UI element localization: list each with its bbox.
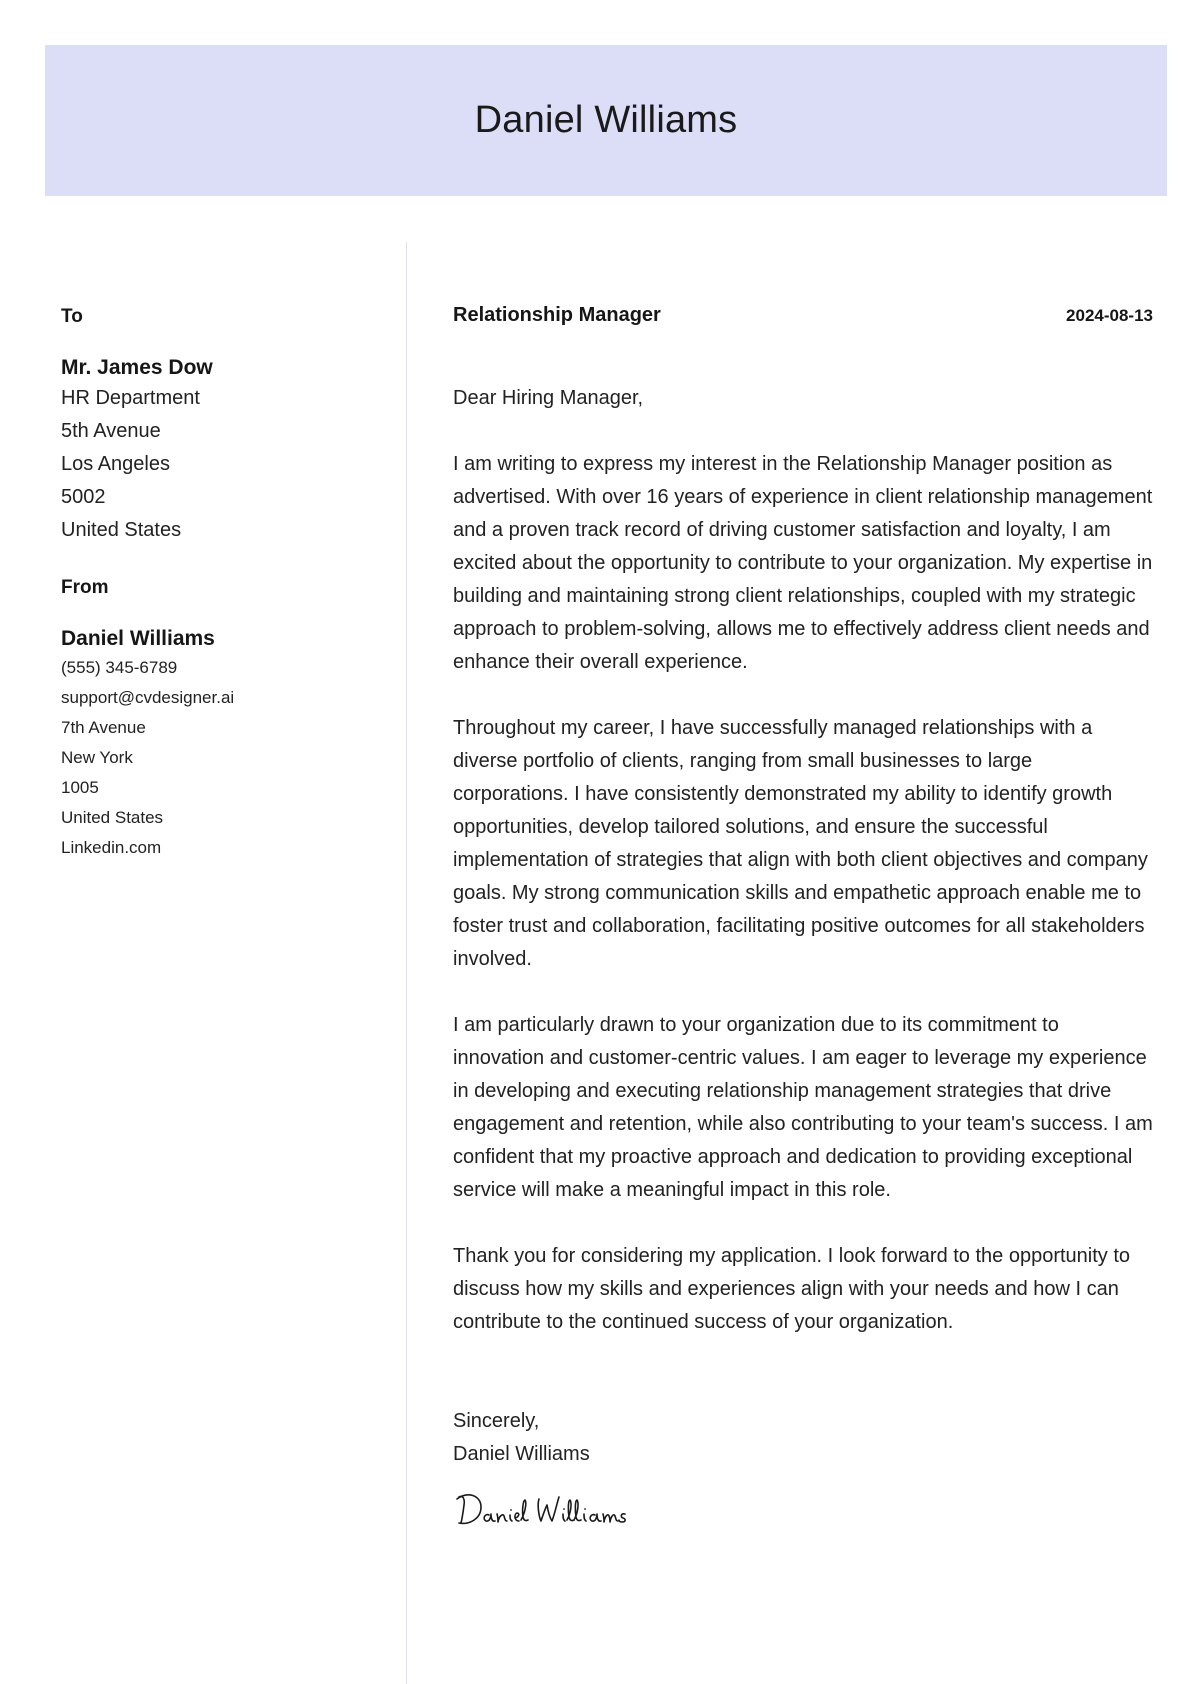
recipient-name: Mr. James Dow [61, 356, 213, 379]
sender-phone: (555) 345-6789 [61, 658, 178, 677]
sidebar [61, 304, 381, 863]
greeting: Dear Hiring Manager, [453, 387, 644, 409]
letter-title-row [453, 304, 1153, 334]
sender-email: support@cvdesigner.ai [61, 688, 235, 707]
to-label: To [61, 306, 83, 327]
sender-name: Daniel Williams [61, 627, 215, 650]
closing: Sincerely, [453, 1410, 540, 1432]
sender-website: Linkedin.com [61, 838, 162, 857]
job-title: Relationship Manager [453, 304, 661, 326]
header-band [45, 45, 1167, 196]
sender-zip: 1005 [61, 778, 99, 797]
sender-city: New York [61, 748, 133, 767]
paragraph-3: I am particularly drawn to your organization due to its commitment to innovation and customer-centric values. I am eager to leverage my experience in developing and executing relationship management strategies that drive engagement and retention, while also contributing to your team's success. I am confident that my proactive approach and dedication to providing exceptional service will make a meaningful impact in this role. [453, 1014, 1153, 1201]
paragraph-1: I am writing to express my interest in the Relationship Manager position as advertised. With over 16 years of experience in client relationship management and a proven track record of driving customer satisfaction and loyalty, I am excited about the opportunity to contribute to your organization. My expertise in building and maintaining strong client relationships, coupled with my strategic approach to problem-solving, allows me to effectively address client needs and enhance their overall experience. [453, 453, 1153, 673]
recipient-city: Los Angeles [61, 453, 170, 475]
handwritten-signature [453, 1483, 1153, 1537]
letter-body [453, 304, 1153, 1537]
sender-country: United States [61, 808, 164, 827]
recipient-department: HR Department [61, 387, 200, 409]
paragraph-4: Thank you for considering my application. I look forward to the opportunity to discuss how my skills and experiences align with your needs and how I can contribute to the continued success of your organization. [453, 1245, 1131, 1333]
column-divider [406, 242, 407, 1684]
recipient-zip: 5002 [61, 486, 106, 508]
paragraph-2: Throughout my career, I have successfully managed relationships with a diverse portfolio of clients, ranging from small businesses to large corporations. I have consistently demonstrated my ability to identify growth opportunities, develop tailored solutions, and ensure the successful implementation of strategies that align with both client objectives and company goals. My strong communication skills and empathetic approach enable me to foster trust and collaboration, facilitating positive outcomes for all stakeholders involved. [453, 717, 1148, 970]
letter-date: 2024-08-13 [1066, 306, 1153, 325]
recipient-country: United States [61, 519, 182, 541]
recipient-street: 5th Avenue [61, 420, 161, 442]
signoff-name: Daniel Williams [453, 1443, 590, 1465]
header-name: Daniel Williams [474, 99, 738, 141]
signature-image [453, 1483, 653, 1537]
sender-street: 7th Avenue [61, 718, 146, 737]
from-label: From [61, 577, 109, 598]
